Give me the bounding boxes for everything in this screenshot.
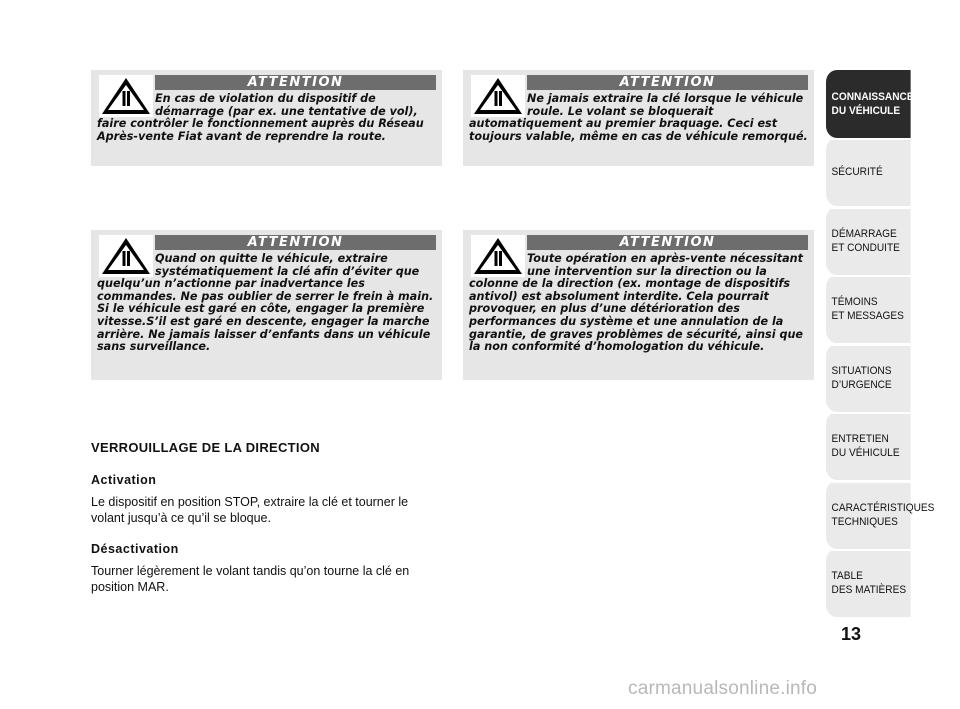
deactivation-text: Tourner légèrement le volant tandis qu’on tourne la clé en position MAR. [91,564,410,594]
tab-temoins-et-messages[interactable]: TÉMOINS ET MESSAGES [826,275,911,343]
activation-text: Le dispositif en position STOP, extraire la clé et tourner le volant jusqu’à ce qu’il se bloque. [91,495,409,525]
warning-text: En cas de violation du dispositif de démarrage (par ex. une tentative de vol), faire contrôler le fonctionnement auprès du Réseau Après-vente Fiat avant de reprendre la route. [97,92,424,143]
tab-situations-d-urgence[interactable]: SITUATIONS D’URGENCE [826,344,911,412]
page-number: 13 [840,624,862,644]
warning-box [91,70,442,166]
attention-header: ATTENTION [155,235,436,250]
warning-box [463,230,814,380]
attention-header: ATTENTION [155,75,436,90]
warning-triangle-icon [99,235,153,277]
warning-text: Ne jamais extraire la clé lorsque le véhicule roule. Le volant se bloquerait automatiquement au premier braquage. Ceci est toujours valable, même en cas de véhicule remorqué. [469,92,808,143]
section-title: VERROUILLAGE DE LA DIRECTION [91,440,320,455]
activation-heading: Activation [91,473,157,487]
warning-box [463,70,814,166]
warning-text: Quand on quitte le véhicule, extraire systématiquement la clé afin d’éviter que quelqu’un n’actionne par inadvertance les commandes. Ne pas oublier de serrer le frein à main. Si le véhicule est garé en côte, engager la première vitesse.S’il est garé en descente, engager la marche arrière. Ne jamais laisser d’enfants dans un véhicule sans surveillance. [97,252,434,354]
warning-triangle-icon [471,235,525,277]
deactivation-heading: Désactivation [91,542,179,556]
tab-table-des-matieres[interactable]: TABLE DES MATIÈRES [826,549,911,617]
warning-box [91,230,442,380]
warning-triangle-icon [99,75,153,117]
tab-demarrage-et-conduite[interactable]: DÉMARRAGE ET CONDUITE [826,207,911,275]
tab-connaissance-du-vehicule[interactable]: CONNAISSANCE DU VÉHICULE [826,70,911,138]
attention-header: ATTENTION [527,75,808,90]
warning-triangle-icon [471,75,525,117]
tab-securite[interactable]: SÉCURITÉ [826,138,911,206]
watermark: carmanualsonline.info [628,678,818,699]
tab-entretien-du-vehicule[interactable]: ENTRETIEN DU VÉHICULE [826,412,911,480]
attention-header: ATTENTION [527,235,808,250]
tab-caracteristiques-techniques[interactable]: CARACTÉRISTIQUES TECHNIQUES [826,481,911,549]
warning-text: Toute opération en après-vente nécessitant une intervention sur la direction ou la colonne de la direction (ex. montage de dispositifs antivol) est absolument interdite. Cela pourrait provoquer, en plus d’une détérioration des performances du système et une annulation de la garantie, de graves problèmes de sécurité, ainsi que la non conformité d’homologation du véhicule. [469,252,804,354]
